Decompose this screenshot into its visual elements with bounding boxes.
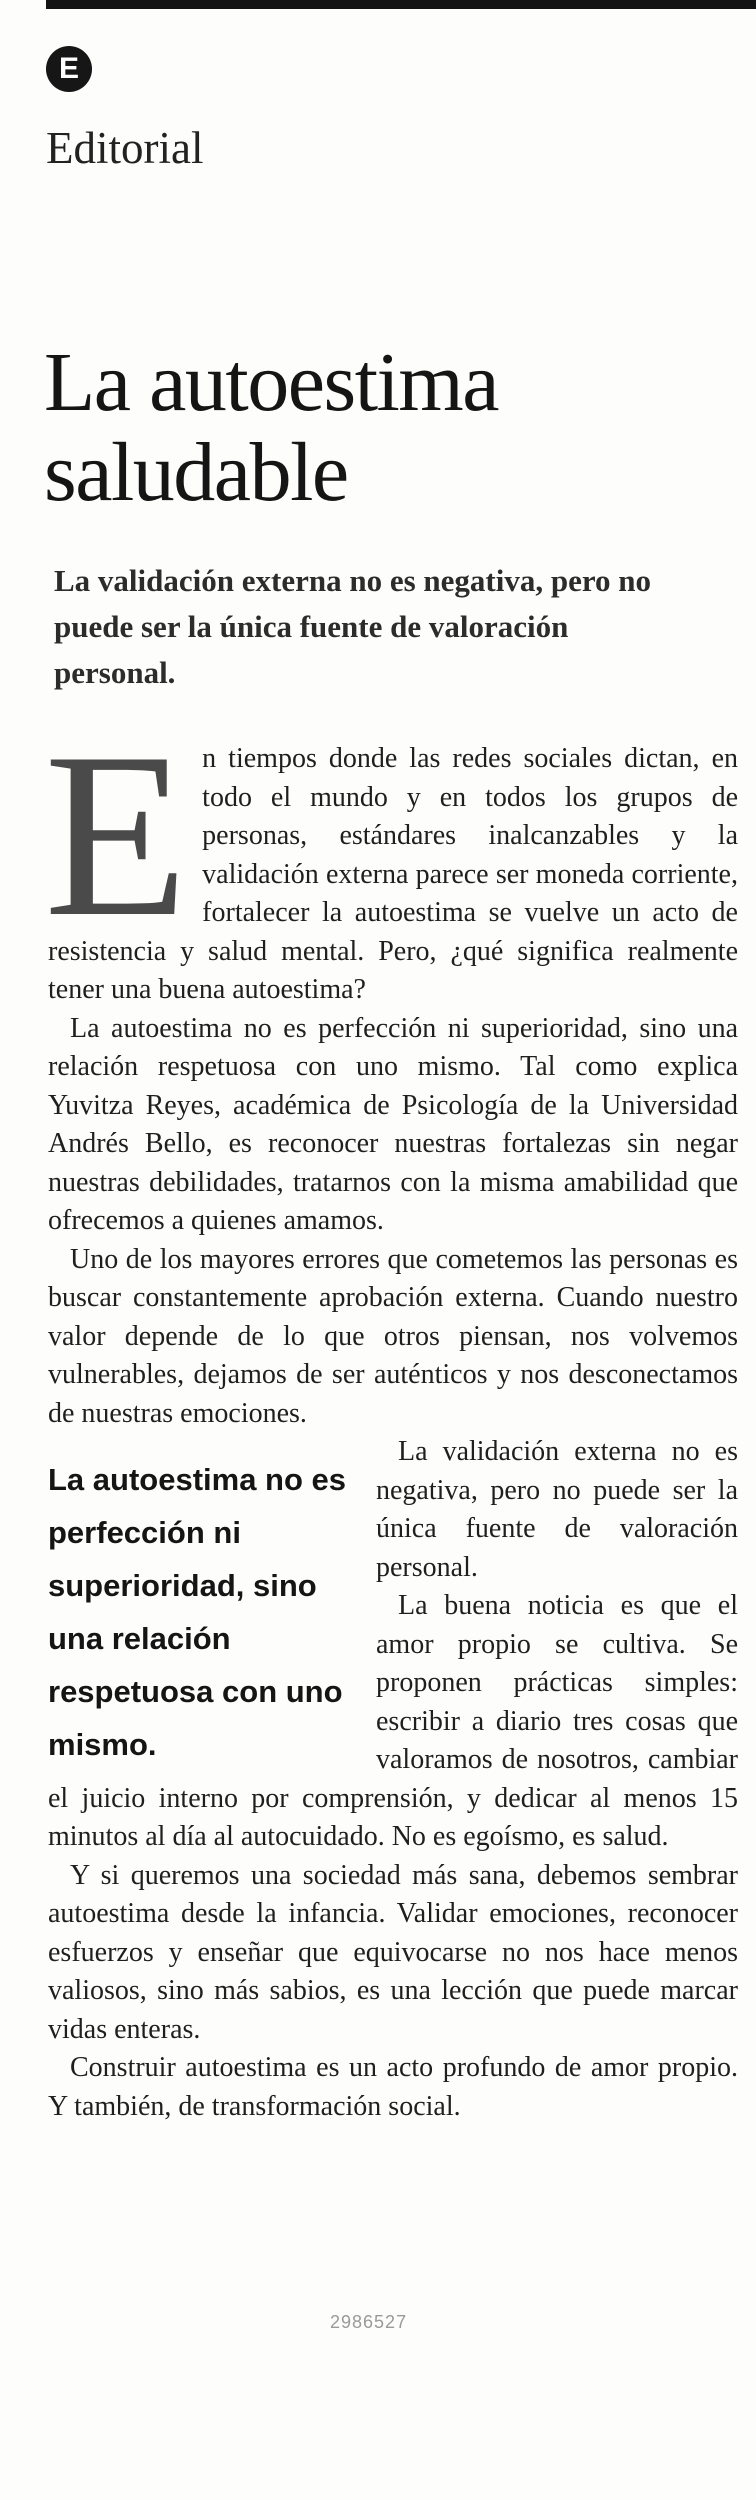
top-rule [46, 0, 756, 9]
drop-cap: E [44, 705, 189, 966]
pull-quote: La autoestima no es perfección ni superioridad, sino una relación respetuosa con uno mismo. [48, 1462, 347, 1762]
section-label: Editorial [46, 123, 204, 173]
headline: La autoestima saludable [44, 336, 498, 519]
subhead: La validación externa no es negativa, pero no puede ser la única fuente de valoración personal. [54, 563, 652, 690]
body-paragraph: La validación externa no es negativa, pero no puede ser la única fuente de valoración personal. [376, 1436, 738, 1583]
body-paragraph: La buena noticia es que el amor propio se cultiva. Se proponen prácticas simples: escribir a diario tres cosas que valoramos de nosotros, cambiar el juicio interno por comprensión, y dedicar al menos 15 minutos al día al autocuidado. No es egoísmo, es salud. [48, 1590, 738, 1852]
section-badge: E [46, 46, 92, 92]
body-paragraph [48, 1241, 738, 1434]
body-paragraph [44, 705, 738, 1010]
article-body [44, 705, 738, 2126]
body-paragraph: La autoestima no es perfección ni superioridad, sino una relación respetuosa con uno mismo. Tal como explica Yuvitza Reyes, académica de Psicología de la Universidad Andrés Bello, es reconocer nuestras fortalezas sin negar nuestras debilidades, tratarnos con la misma amabilidad que ofrecemos a quienes amamos. [48, 1012, 738, 1236]
clip-id-watermark: 2986527 [330, 2312, 408, 2332]
paragraph-text: n tiempos donde las redes sociales dictan, en todo el mundo y en todos los grupos de personas, estándares inalcanzables y la validación externa parece ser moneda corriente, fortalecer la autoestima se vuelve un acto de resistencia y salud mental. Pero, ¿qué significa realmente tener una buena autoestima? [48, 743, 738, 1005]
body-paragraph: Construir autoestima es un acto profundo de amor propio. Y también, de transformación social. [48, 2052, 738, 2122]
paragraph-text: Uno de los mayores errores que cometemos las personas es buscar constantemente aprobación externa. Cuando nuestro valor depende de lo que otros piensan, nos volvemos vulnerables, dejamos de ser auténticos y nos desconectamos de nuestras emociones. [48, 1243, 738, 1429]
body-paragraph: Y si queremos una sociedad más sana, debemos sembrar autoestima desde la infancia. Validar emociones, reconocer esfuerzos y enseñar que equivocarse no nos hace menos valiosos, sino más sabios, es una lección que puede marcar vidas enteras. [48, 1859, 738, 2045]
